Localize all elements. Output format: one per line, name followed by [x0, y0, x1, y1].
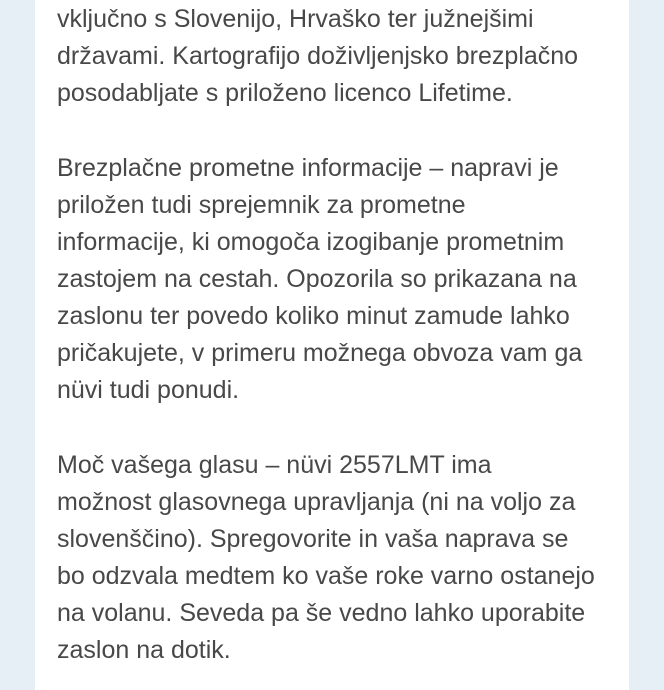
article-card [35, 0, 629, 690]
article-paragraph-3: Moč vašega glasu – nüvi 2557LMT ima možnost glasovnega upravljanja (ni na voljo za slovenščino). Spregovorite in vaša naprava se bo odzvala medtem ko vaše roke varno ostanejo na volanu. Seveda pa še vedno lahko uporabite zaslon na dotik. [57, 451, 595, 664]
article-paragraph-1: vključno s Slovenijo, Hrvaško ter južnejšimi državami. Kartografijo doživljenjsko brezplačno posodabljate s priloženo licenco Lifetime. [57, 5, 579, 107]
article-paragraph-2: Brezplačne prometne informacije – napravi je priložen tudi sprejemnik za prometne informacije, ki omogoča izogibanje prometnim zastojem na cestah. Opozorila so prikazana na zaslonu ter povedo koliko minut zamude lahko pričakujete, v primeru možnega obvoza vam ga nüvi tudi ponudi. [57, 154, 583, 404]
